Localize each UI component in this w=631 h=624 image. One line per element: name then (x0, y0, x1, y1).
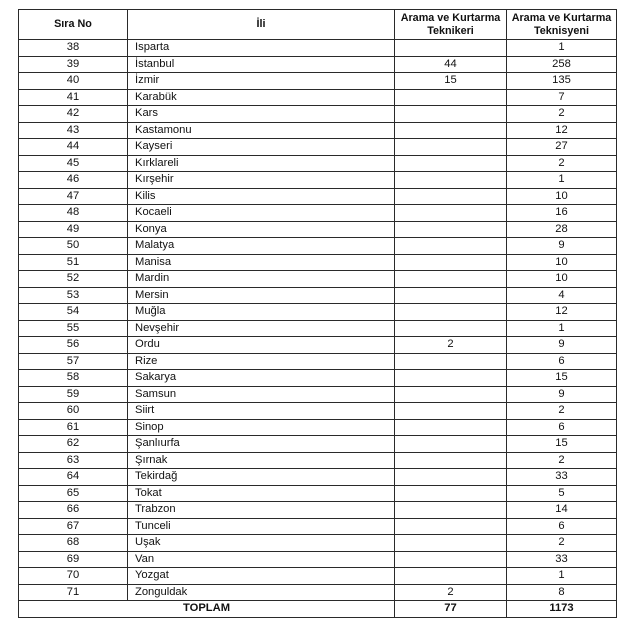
cell-ili: Muğla (128, 304, 395, 321)
cell-ili: Karabük (128, 89, 395, 106)
cell-teknikeri (395, 485, 507, 502)
cell-teknikeri (395, 436, 507, 453)
header-teknikeri: Arama ve Kurtarma Teknikeri (395, 10, 507, 40)
table-row (19, 287, 617, 304)
table-container (18, 9, 617, 618)
table-row (19, 551, 617, 568)
table-header (19, 10, 617, 40)
cell-teknikeri (395, 502, 507, 519)
cell-teknisyeni: 12 (507, 304, 617, 321)
table-row (19, 271, 617, 288)
cell-teknisyeni: 258 (507, 56, 617, 73)
cell-teknisyeni: 10 (507, 188, 617, 205)
cell-sira-no: 60 (19, 403, 128, 420)
cell-teknisyeni: 1 (507, 320, 617, 337)
cell-ili: Kastamonu (128, 122, 395, 139)
cell-teknisyeni: 2 (507, 155, 617, 172)
cell-teknikeri (395, 518, 507, 535)
table-row (19, 73, 617, 90)
cell-teknikeri: 2 (395, 337, 507, 354)
cell-teknisyeni: 135 (507, 73, 617, 90)
cell-ili: Manisa (128, 254, 395, 271)
cell-teknikeri (395, 568, 507, 585)
cell-sira-no: 66 (19, 502, 128, 519)
cell-sira-no: 62 (19, 436, 128, 453)
cell-teknikeri: 15 (395, 73, 507, 90)
cell-sira-no: 52 (19, 271, 128, 288)
cell-ili: Kocaeli (128, 205, 395, 222)
cell-sira-no: 44 (19, 139, 128, 156)
header-teknisyeni: Arama ve Kurtarma Teknisyeni (507, 10, 617, 40)
cell-sira-no: 55 (19, 320, 128, 337)
table-row (19, 370, 617, 387)
cell-ili: Zonguldak (128, 584, 395, 601)
cell-ili: Kırklareli (128, 155, 395, 172)
cell-teknisyeni: 6 (507, 518, 617, 535)
table-row (19, 205, 617, 222)
cell-teknisyeni: 28 (507, 221, 617, 238)
cell-teknikeri (395, 469, 507, 486)
cell-teknisyeni: 10 (507, 254, 617, 271)
cell-sira-no: 42 (19, 106, 128, 123)
cell-sira-no: 54 (19, 304, 128, 321)
header-sira-no: Sıra No (19, 10, 128, 40)
cell-ili: Rize (128, 353, 395, 370)
cell-teknisyeni: 33 (507, 551, 617, 568)
table-row (19, 469, 617, 486)
cell-teknisyeni: 10 (507, 271, 617, 288)
cell-teknisyeni: 7 (507, 89, 617, 106)
cell-sira-no: 57 (19, 353, 128, 370)
cell-sira-no: 51 (19, 254, 128, 271)
cell-sira-no: 50 (19, 238, 128, 255)
cell-sira-no: 61 (19, 419, 128, 436)
table-row (19, 106, 617, 123)
cell-teknikeri (395, 370, 507, 387)
cell-teknikeri (395, 155, 507, 172)
cell-teknisyeni: 16 (507, 205, 617, 222)
header-ili: İli (128, 10, 395, 40)
cell-sira-no: 41 (19, 89, 128, 106)
cell-ili: Konya (128, 221, 395, 238)
cell-sira-no: 56 (19, 337, 128, 354)
cell-ili: Kars (128, 106, 395, 123)
cell-sira-no: 64 (19, 469, 128, 486)
cell-teknikeri (395, 271, 507, 288)
cell-teknisyeni: 2 (507, 535, 617, 552)
table-row (19, 238, 617, 255)
table-row (19, 155, 617, 172)
cell-teknisyeni: 8 (507, 584, 617, 601)
cell-teknikeri (395, 386, 507, 403)
cell-ili: Tunceli (128, 518, 395, 535)
table-row (19, 221, 617, 238)
table-row (19, 122, 617, 139)
cell-ili: Şırnak (128, 452, 395, 469)
table-row (19, 320, 617, 337)
cell-teknisyeni: 1 (507, 40, 617, 57)
table-row (19, 139, 617, 156)
cell-sira-no: 46 (19, 172, 128, 189)
cell-sira-no: 58 (19, 370, 128, 387)
cell-teknikeri (395, 535, 507, 552)
table-row (19, 436, 617, 453)
cell-ili: Isparta (128, 40, 395, 57)
table-row (19, 386, 617, 403)
cell-ili: Mersin (128, 287, 395, 304)
table-row (19, 403, 617, 420)
table-row (19, 56, 617, 73)
cell-teknisyeni: 9 (507, 337, 617, 354)
cell-teknikeri (395, 89, 507, 106)
table-row (19, 254, 617, 271)
cell-ili: Kayseri (128, 139, 395, 156)
table-row (19, 40, 617, 57)
table-row (19, 452, 617, 469)
table-row (19, 518, 617, 535)
cell-sira-no: 48 (19, 205, 128, 222)
cell-teknisyeni: 15 (507, 370, 617, 387)
total-teknisyeni: 1173 (507, 601, 617, 618)
cell-teknisyeni: 2 (507, 403, 617, 420)
cell-sira-no: 45 (19, 155, 128, 172)
cell-ili: İzmir (128, 73, 395, 90)
cell-teknikeri (395, 139, 507, 156)
cell-teknikeri: 2 (395, 584, 507, 601)
cell-ili: Trabzon (128, 502, 395, 519)
table-body (19, 40, 617, 601)
cell-ili: Kırşehir (128, 172, 395, 189)
cell-teknikeri (395, 254, 507, 271)
cell-ili: Şanlıurfa (128, 436, 395, 453)
cell-ili: Siirt (128, 403, 395, 420)
cell-teknikeri (395, 304, 507, 321)
cell-teknisyeni: 6 (507, 353, 617, 370)
cell-ili: Ordu (128, 337, 395, 354)
total-label: TOPLAM (19, 601, 395, 618)
cell-teknikeri (395, 419, 507, 436)
table-row (19, 172, 617, 189)
cell-teknikeri (395, 353, 507, 370)
cell-teknikeri (395, 238, 507, 255)
cell-teknikeri (395, 172, 507, 189)
cell-teknisyeni: 4 (507, 287, 617, 304)
table-row (19, 584, 617, 601)
cell-ili: Tekirdağ (128, 469, 395, 486)
cell-sira-no: 67 (19, 518, 128, 535)
table-row (19, 535, 617, 552)
cell-sira-no: 43 (19, 122, 128, 139)
cell-sira-no: 71 (19, 584, 128, 601)
total-row (19, 601, 617, 618)
cell-ili: Sinop (128, 419, 395, 436)
cell-ili: Mardin (128, 271, 395, 288)
cell-teknikeri (395, 188, 507, 205)
cell-teknikeri (395, 40, 507, 57)
cell-sira-no: 40 (19, 73, 128, 90)
cell-teknikeri (395, 403, 507, 420)
cell-teknisyeni: 15 (507, 436, 617, 453)
cell-teknikeri (395, 106, 507, 123)
table-row (19, 188, 617, 205)
cell-sira-no: 59 (19, 386, 128, 403)
table-footer (19, 601, 617, 618)
cell-teknisyeni: 2 (507, 106, 617, 123)
cell-sira-no: 38 (19, 40, 128, 57)
cell-teknikeri (395, 122, 507, 139)
cell-ili: Sakarya (128, 370, 395, 387)
table-row (19, 485, 617, 502)
cell-ili: Van (128, 551, 395, 568)
cell-teknisyeni: 2 (507, 452, 617, 469)
cell-teknikeri (395, 452, 507, 469)
table-row (19, 337, 617, 354)
cell-teknisyeni: 6 (507, 419, 617, 436)
data-table (18, 9, 617, 618)
cell-teknikeri (395, 287, 507, 304)
cell-sira-no: 70 (19, 568, 128, 585)
cell-teknisyeni: 9 (507, 238, 617, 255)
cell-sira-no: 69 (19, 551, 128, 568)
cell-teknisyeni: 14 (507, 502, 617, 519)
table-row (19, 304, 617, 321)
cell-ili: Yozgat (128, 568, 395, 585)
cell-ili: Kilis (128, 188, 395, 205)
cell-sira-no: 39 (19, 56, 128, 73)
header-row (19, 10, 617, 40)
cell-ili: Tokat (128, 485, 395, 502)
table-row (19, 353, 617, 370)
cell-sira-no: 49 (19, 221, 128, 238)
table-row (19, 419, 617, 436)
cell-teknikeri (395, 551, 507, 568)
cell-sira-no: 63 (19, 452, 128, 469)
cell-teknikeri: 44 (395, 56, 507, 73)
cell-teknikeri (395, 205, 507, 222)
cell-ili: Malatya (128, 238, 395, 255)
total-teknikeri: 77 (395, 601, 507, 618)
cell-sira-no: 65 (19, 485, 128, 502)
cell-teknisyeni: 9 (507, 386, 617, 403)
cell-teknisyeni: 1 (507, 172, 617, 189)
cell-ili: İstanbul (128, 56, 395, 73)
cell-teknisyeni: 1 (507, 568, 617, 585)
cell-ili: Uşak (128, 535, 395, 552)
cell-teknikeri (395, 320, 507, 337)
cell-teknisyeni: 5 (507, 485, 617, 502)
table-row (19, 89, 617, 106)
cell-teknisyeni: 27 (507, 139, 617, 156)
cell-ili: Samsun (128, 386, 395, 403)
cell-teknikeri (395, 221, 507, 238)
cell-sira-no: 53 (19, 287, 128, 304)
table-row (19, 502, 617, 519)
cell-ili: Nevşehir (128, 320, 395, 337)
cell-teknisyeni: 33 (507, 469, 617, 486)
cell-sira-no: 68 (19, 535, 128, 552)
table-row (19, 568, 617, 585)
cell-sira-no: 47 (19, 188, 128, 205)
cell-teknisyeni: 12 (507, 122, 617, 139)
